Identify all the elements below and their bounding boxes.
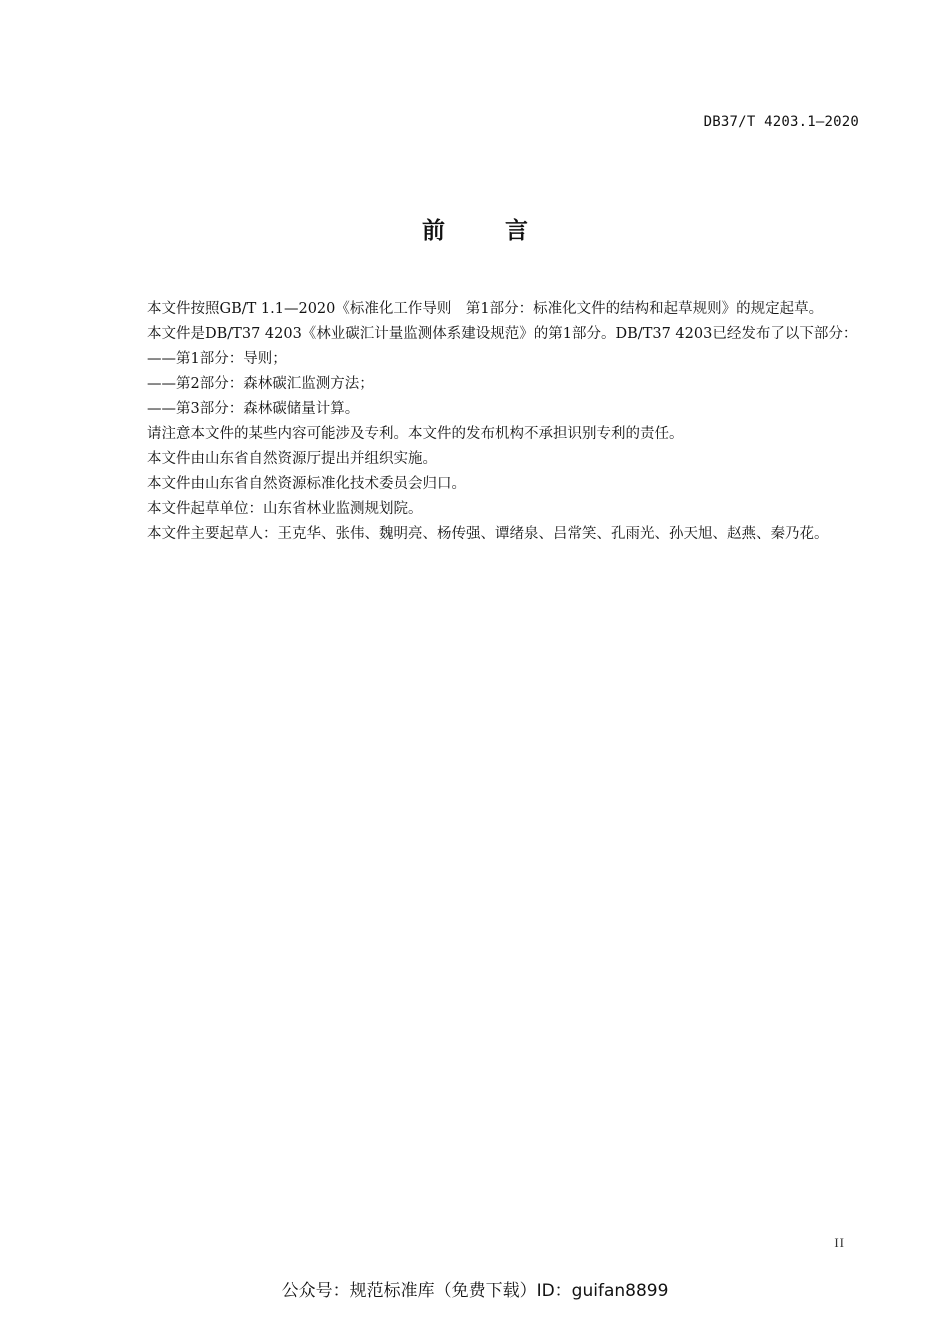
paragraph-drafting-basis: 本文件按照GB/T 1.1—2020《标准化工作导则 第1部分：标准化文件的结构和起草规则》的规定起草。 [147,301,824,317]
list-item-part-3: ——第3部分：森林碳储量计算。 [147,401,360,417]
paragraph-committee: 本文件由山东省自然资源标准化技术委员会归口。 [147,476,466,492]
paragraph-drafting-unit: 本文件起草单位：山东省林业监测规划院。 [147,501,423,517]
paragraph-series-intro: 本文件是DB/T37 4203《林业碳汇计量监测体系建设规范》的第1部分。DB/T37 4203已经发布了以下部分： [147,326,858,342]
document-code: DB37/T 4203.1—2020 [703,114,859,130]
footer-watermark-text: 公众号：规范标准库（免费下载）ID：guifan8899 [281,1281,669,1301]
paragraph-drafters: 本文件主要起草人：王克华、张伟、魏明亮、杨传强、谭绪泉、吕常笑、孔雨光、孙天旭、赵燕、秦乃花。 [147,526,829,542]
foreword-body [114,297,860,547]
page-number: II [834,1235,845,1250]
paragraph-patent-notice: 请注意本文件的某些内容可能涉及专利。本文件的发布机构不承担识别专利的责任。 [147,426,684,442]
list-item-part-1: ——第1部分：导则； [147,351,287,367]
list-item-part-2: ——第2部分：森林碳汇监测方法； [147,376,374,392]
page-title: 前 言 [421,218,554,244]
paragraph-proposer: 本文件由山东省自然资源厅提出并组织实施。 [147,451,437,467]
